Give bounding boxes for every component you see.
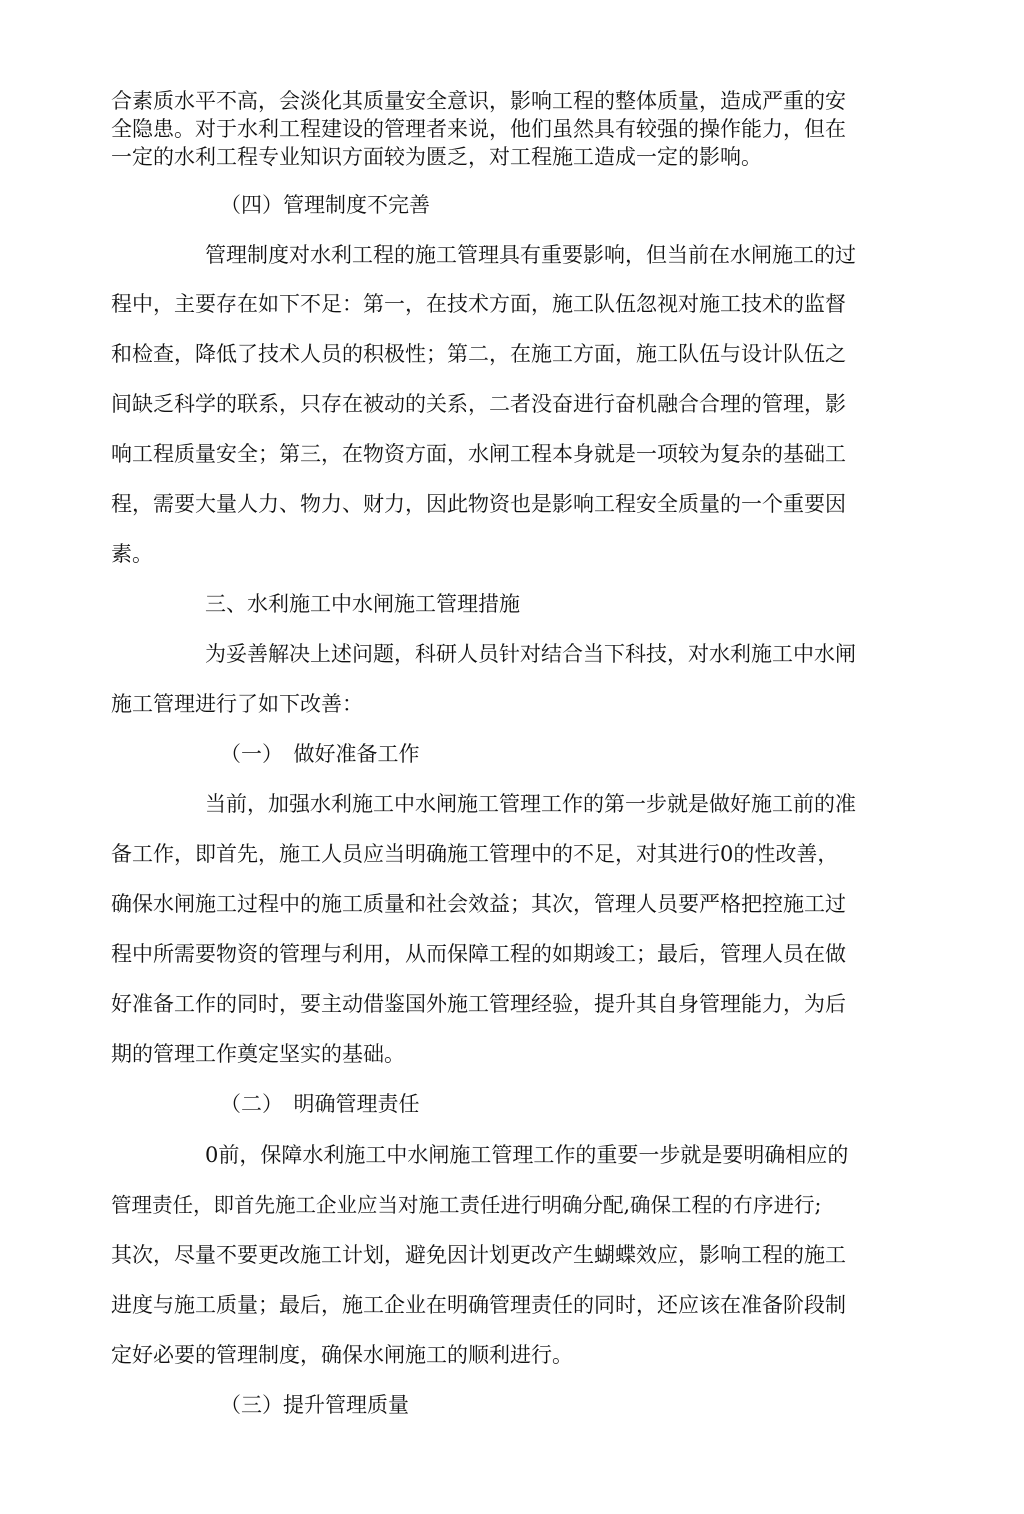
text-line: 一定的水利工程专业知识方面较为匮乏，对工程施工造成一定的影响。 [111, 145, 762, 169]
section-heading: 三、水利施工中水闸施工管理措施 [205, 592, 520, 616]
text-line: 程，需要大量人力、物力、财力，因此物资也是影响工程安全质量的一个重要因 [111, 492, 846, 516]
text-line: 施工管理进行了如下改善： [111, 692, 363, 716]
text-line: 备工作，即首先，施工人员应当明确施工管理中的不足，对其进行0的性改善， [111, 842, 839, 866]
text-line: 程中，主要存在如下不足：第一，在技术方面，施工队伍忽视对施工技术的监督 [111, 292, 846, 316]
section-heading: （一） 做好准备工作 [220, 742, 420, 766]
text-line: 确保水闸施工过程中的施工质量和社会效益；其次，管理人员要严格把控施工过 [111, 892, 846, 916]
text-line: 全隐患。对于水利工程建设的管理者来说，他们虽然具有较强的操作能力，但在 [111, 117, 846, 141]
section-heading: （二） 明确管理责任 [220, 1092, 420, 1116]
section-heading: （三）提升管理质量 [220, 1393, 409, 1417]
text-line: 管理责任，即首先施工企业应当对施工责任进行明确分配,确保工程的冇序进行; [111, 1193, 822, 1217]
text-line: 定好必要的管理制度，确保水闸施工的顺利进行。 [111, 1343, 573, 1367]
text-line: 其次，尽量不要更改施工计划，避免因计划更改产生蝴蝶效应，影响工程的施工 [111, 1243, 846, 1267]
text-line: 当前，加强水利施工中水闸施工管理工作的第一步就是做好施工前的准 [205, 792, 856, 816]
section-heading: （四）管理制度不完善 [220, 193, 430, 217]
text-line: 和检查，降低了技术人员的积极性；第二，在施工方面，施工队伍与设计队伍之 [111, 342, 846, 366]
text-line: 管理制度对水利工程的施工管理具有重要影响，但当前在水闸施工的过 [205, 243, 856, 267]
text-line: 合素质水平不高，会淡化其质量安全意识，影响工程的整体质量，造成严重的安 [111, 89, 846, 113]
text-line: 期的管理工作奠定坚实的基础。 [111, 1042, 405, 1066]
text-line: 好准备工作的同时，要主动借鉴国外施工管理经验，提升其自身管理能力，为后 [111, 992, 846, 1016]
text-line: 0前，保障水利施工中水闸施工管理工作的重要一步就是要明确相应的 [205, 1143, 849, 1167]
text-line: 间缺乏科学的联系，只存在被动的关系，二者没奋进行奋机融合合理的管理，影 [111, 392, 846, 416]
text-line: 响工程质量安全；第三，在物资方面，水闸工程本身就是一项较为复杂的基础工 [111, 442, 846, 466]
text-line: 素。 [111, 542, 153, 566]
text-line: 程中所需要物资的管理与利用，从而保障工程的如期竣工；最后，管理人员在做 [111, 942, 846, 966]
text-line: 为妥善解决上述问题，科研人员针对结合当下科技，对水利施工中水闸 [205, 642, 856, 666]
text-line: 进度与施工质量；最后，施工企业在明确管理责任的同时，还应该在准备阶段制 [111, 1293, 846, 1317]
